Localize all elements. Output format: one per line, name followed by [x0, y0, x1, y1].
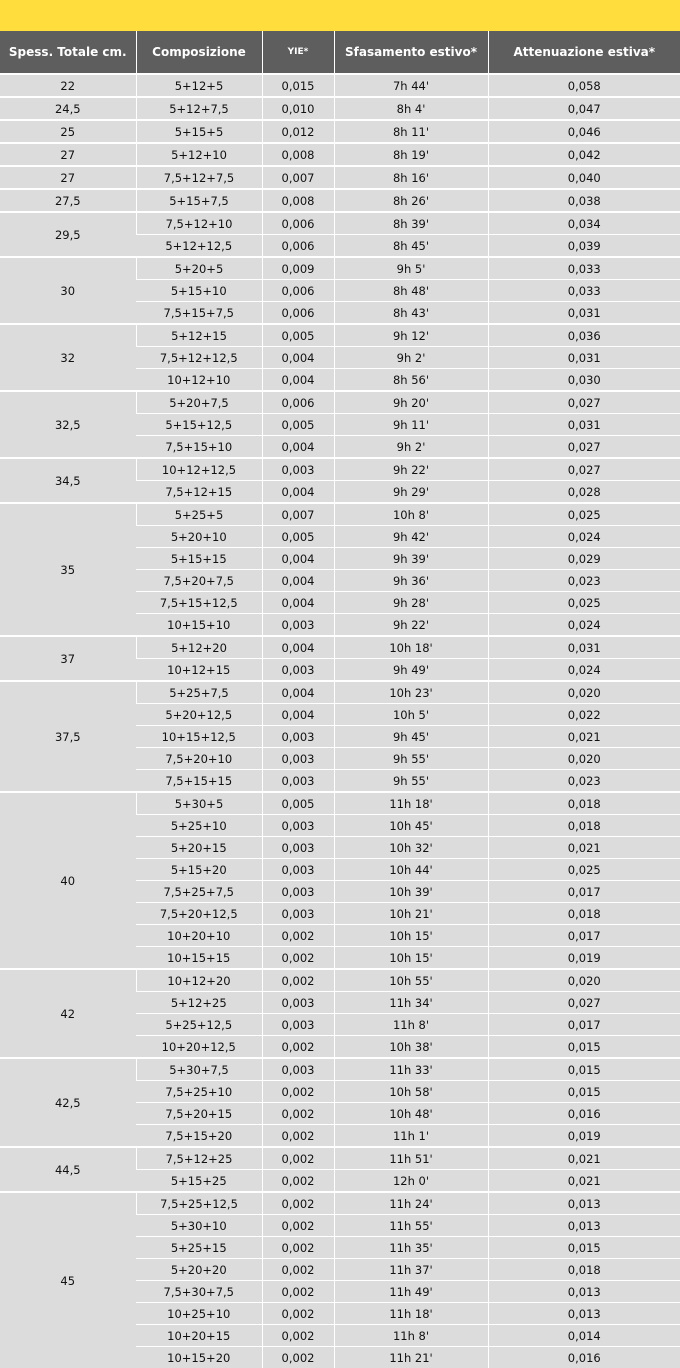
cell-phase-shift: 11h 18' — [334, 792, 488, 815]
cell-attenuation: 0,036 — [488, 324, 680, 347]
cell-composition: 10+20+15 — [136, 1325, 262, 1347]
cell-attenuation: 0,013 — [488, 1281, 680, 1303]
cell-composition: 5+12+7,5 — [136, 97, 262, 120]
cell-total-thickness: 34,5 — [0, 458, 136, 503]
cell-composition: 7,5+20+12,5 — [136, 903, 262, 925]
cell-total-thickness: 27 — [0, 143, 136, 166]
cell-phase-shift: 11h 37' — [334, 1259, 488, 1281]
cell-attenuation: 0,024 — [488, 614, 680, 637]
cell-composition: 5+25+5 — [136, 503, 262, 526]
cell-composition: 5+25+15 — [136, 1237, 262, 1259]
header-composition: Composizione — [136, 31, 262, 74]
cell-phase-shift: 8h 26' — [334, 189, 488, 212]
cell-total-thickness: 45 — [0, 1192, 136, 1368]
cell-yie: 0,004 — [262, 436, 334, 459]
cell-attenuation: 0,028 — [488, 481, 680, 504]
cell-composition: 7,5+20+7,5 — [136, 570, 262, 592]
cell-composition: 5+15+10 — [136, 280, 262, 302]
table-row — [0, 257, 680, 280]
cell-attenuation: 0,017 — [488, 1014, 680, 1036]
cell-yie: 0,002 — [262, 1237, 334, 1259]
cell-phase-shift: 8h 4' — [334, 97, 488, 120]
cell-yie: 0,004 — [262, 481, 334, 504]
cell-phase-shift: 9h 36' — [334, 570, 488, 592]
cell-phase-shift: 8h 16' — [334, 166, 488, 189]
cell-composition: 5+25+7,5 — [136, 681, 262, 704]
cell-attenuation: 0,014 — [488, 1325, 680, 1347]
cell-yie: 0,004 — [262, 570, 334, 592]
cell-yie: 0,003 — [262, 859, 334, 881]
cell-composition: 7,5+20+15 — [136, 1103, 262, 1125]
cell-yie: 0,004 — [262, 636, 334, 659]
table-row — [0, 143, 680, 166]
cell-attenuation: 0,033 — [488, 280, 680, 302]
cell-yie: 0,002 — [262, 1215, 334, 1237]
cell-composition: 10+25+10 — [136, 1303, 262, 1325]
table-header-row — [0, 31, 680, 74]
cell-phase-shift: 11h 8' — [334, 1325, 488, 1347]
cell-composition: 10+15+15 — [136, 947, 262, 970]
cell-yie: 0,003 — [262, 458, 334, 481]
cell-phase-shift: 11h 51' — [334, 1147, 488, 1170]
cell-phase-shift: 10h 32' — [334, 837, 488, 859]
cell-attenuation: 0,030 — [488, 369, 680, 392]
cell-attenuation: 0,042 — [488, 143, 680, 166]
cell-total-thickness: 35 — [0, 503, 136, 636]
cell-attenuation: 0,058 — [488, 74, 680, 97]
cell-phase-shift: 9h 22' — [334, 614, 488, 637]
cell-yie: 0,002 — [262, 947, 334, 970]
cell-composition: 7,5+25+7,5 — [136, 881, 262, 903]
cell-attenuation: 0,020 — [488, 681, 680, 704]
cell-yie: 0,006 — [262, 235, 334, 258]
header-total-thickness: Spess. Totale cm. — [0, 31, 136, 74]
cell-attenuation: 0,020 — [488, 748, 680, 770]
cell-composition: 10+15+20 — [136, 1347, 262, 1368]
cell-attenuation: 0,031 — [488, 302, 680, 325]
cell-phase-shift: 11h 49' — [334, 1281, 488, 1303]
cell-composition: 10+15+10 — [136, 614, 262, 637]
cell-composition: 5+30+7,5 — [136, 1058, 262, 1081]
cell-phase-shift: 9h 20' — [334, 391, 488, 414]
cell-yie: 0,008 — [262, 189, 334, 212]
cell-phase-shift: 11h 35' — [334, 1237, 488, 1259]
cell-attenuation: 0,024 — [488, 659, 680, 682]
cell-attenuation: 0,021 — [488, 1147, 680, 1170]
cell-yie: 0,002 — [262, 925, 334, 947]
table-row — [0, 189, 680, 212]
cell-phase-shift: 11h 24' — [334, 1192, 488, 1215]
cell-phase-shift: 11h 55' — [334, 1215, 488, 1237]
cell-composition: 5+12+25 — [136, 992, 262, 1014]
cell-yie: 0,005 — [262, 414, 334, 436]
cell-phase-shift: 8h 11' — [334, 120, 488, 143]
cell-yie: 0,003 — [262, 659, 334, 682]
cell-yie: 0,004 — [262, 681, 334, 704]
cell-phase-shift: 9h 55' — [334, 770, 488, 793]
cell-attenuation: 0,022 — [488, 704, 680, 726]
header-yie: YIE* — [262, 31, 334, 74]
cell-attenuation: 0,040 — [488, 166, 680, 189]
cell-yie: 0,003 — [262, 1058, 334, 1081]
cell-phase-shift: 10h 18' — [334, 636, 488, 659]
cell-yie: 0,002 — [262, 1347, 334, 1368]
cell-yie: 0,012 — [262, 120, 334, 143]
cell-yie: 0,003 — [262, 1014, 334, 1036]
cell-attenuation: 0,039 — [488, 235, 680, 258]
table-row — [0, 681, 680, 704]
cell-phase-shift: 9h 11' — [334, 414, 488, 436]
cell-attenuation: 0,033 — [488, 257, 680, 280]
cell-yie: 0,002 — [262, 1170, 334, 1193]
table-row — [0, 166, 680, 189]
cell-composition: 5+15+12,5 — [136, 414, 262, 436]
cell-attenuation: 0,038 — [488, 189, 680, 212]
cell-composition: 5+12+12,5 — [136, 235, 262, 258]
cell-attenuation: 0,031 — [488, 347, 680, 369]
cell-attenuation: 0,025 — [488, 503, 680, 526]
cell-yie: 0,004 — [262, 548, 334, 570]
cell-phase-shift: 9h 12' — [334, 324, 488, 347]
cell-composition: 7,5+15+7,5 — [136, 302, 262, 325]
cell-phase-shift: 10h 38' — [334, 1036, 488, 1059]
cell-phase-shift: 10h 15' — [334, 925, 488, 947]
cell-total-thickness: 22 — [0, 74, 136, 97]
cell-phase-shift: 9h 39' — [334, 548, 488, 570]
cell-composition: 5+15+25 — [136, 1170, 262, 1193]
cell-yie: 0,006 — [262, 280, 334, 302]
cell-attenuation: 0,029 — [488, 548, 680, 570]
cell-yie: 0,004 — [262, 592, 334, 614]
cell-total-thickness: 44,5 — [0, 1147, 136, 1192]
cell-composition: 7,5+15+20 — [136, 1125, 262, 1148]
cell-phase-shift: 10h 39' — [334, 881, 488, 903]
cell-attenuation: 0,027 — [488, 992, 680, 1014]
cell-composition: 5+15+5 — [136, 120, 262, 143]
cell-phase-shift: 11h 34' — [334, 992, 488, 1014]
cell-phase-shift: 10h 44' — [334, 859, 488, 881]
cell-phase-shift: 9h 42' — [334, 526, 488, 548]
cell-yie: 0,003 — [262, 903, 334, 925]
cell-yie: 0,015 — [262, 74, 334, 97]
cell-phase-shift: 10h 45' — [334, 815, 488, 837]
cell-composition: 5+25+12,5 — [136, 1014, 262, 1036]
cell-yie: 0,006 — [262, 302, 334, 325]
cell-yie: 0,002 — [262, 1147, 334, 1170]
table-row — [0, 1192, 680, 1215]
cell-attenuation: 0,015 — [488, 1081, 680, 1103]
cell-phase-shift: 9h 2' — [334, 347, 488, 369]
cell-yie: 0,004 — [262, 347, 334, 369]
cell-phase-shift: 9h 55' — [334, 748, 488, 770]
cell-phase-shift: 9h 5' — [334, 257, 488, 280]
cell-attenuation: 0,046 — [488, 120, 680, 143]
cell-composition: 7,5+25+12,5 — [136, 1192, 262, 1215]
cell-composition: 5+20+20 — [136, 1259, 262, 1281]
cell-phase-shift: 9h 45' — [334, 726, 488, 748]
cell-attenuation: 0,016 — [488, 1347, 680, 1368]
cell-phase-shift: 11h 8' — [334, 1014, 488, 1036]
cell-yie: 0,006 — [262, 391, 334, 414]
cell-phase-shift: 12h 0' — [334, 1170, 488, 1193]
cell-attenuation: 0,017 — [488, 925, 680, 947]
cell-attenuation: 0,027 — [488, 458, 680, 481]
cell-total-thickness: 32,5 — [0, 391, 136, 458]
cell-composition: 7,5+15+12,5 — [136, 592, 262, 614]
cell-phase-shift: 11h 18' — [334, 1303, 488, 1325]
cell-attenuation: 0,025 — [488, 859, 680, 881]
table-body — [0, 74, 680, 1368]
cell-attenuation: 0,023 — [488, 770, 680, 793]
cell-phase-shift: 8h 43' — [334, 302, 488, 325]
cell-phase-shift: 10h 15' — [334, 947, 488, 970]
cell-attenuation: 0,027 — [488, 436, 680, 459]
cell-total-thickness: 27 — [0, 166, 136, 189]
cell-yie: 0,002 — [262, 969, 334, 992]
cell-phase-shift: 11h 33' — [334, 1058, 488, 1081]
cell-composition: 7,5+20+10 — [136, 748, 262, 770]
cell-composition: 5+15+20 — [136, 859, 262, 881]
cell-phase-shift: 7h 44' — [334, 74, 488, 97]
cell-phase-shift: 8h 19' — [334, 143, 488, 166]
cell-composition: 5+15+15 — [136, 548, 262, 570]
cell-total-thickness: 37,5 — [0, 681, 136, 792]
table-row — [0, 636, 680, 659]
cell-composition: 5+12+10 — [136, 143, 262, 166]
cell-phase-shift: 10h 58' — [334, 1081, 488, 1103]
cell-composition: 7,5+12+10 — [136, 212, 262, 235]
cell-yie: 0,010 — [262, 97, 334, 120]
cell-total-thickness: 42 — [0, 969, 136, 1058]
header-accent-band — [0, 0, 680, 31]
cell-composition: 10+15+12,5 — [136, 726, 262, 748]
cell-phase-shift: 9h 28' — [334, 592, 488, 614]
cell-yie: 0,003 — [262, 815, 334, 837]
cell-phase-shift: 9h 2' — [334, 436, 488, 459]
cell-phase-shift: 8h 48' — [334, 280, 488, 302]
cell-attenuation: 0,015 — [488, 1237, 680, 1259]
cell-attenuation: 0,034 — [488, 212, 680, 235]
cell-total-thickness: 30 — [0, 257, 136, 324]
cell-yie: 0,007 — [262, 166, 334, 189]
cell-total-thickness: 29,5 — [0, 212, 136, 257]
cell-attenuation: 0,020 — [488, 969, 680, 992]
cell-phase-shift: 10h 55' — [334, 969, 488, 992]
table-row — [0, 1058, 680, 1081]
cell-yie: 0,002 — [262, 1303, 334, 1325]
table-row — [0, 969, 680, 992]
cell-attenuation: 0,031 — [488, 636, 680, 659]
cell-composition: 5+25+10 — [136, 815, 262, 837]
cell-yie: 0,003 — [262, 992, 334, 1014]
cell-phase-shift: 8h 56' — [334, 369, 488, 392]
table-row — [0, 120, 680, 143]
cell-composition: 5+20+7,5 — [136, 391, 262, 414]
cell-yie: 0,002 — [262, 1081, 334, 1103]
cell-composition: 5+12+5 — [136, 74, 262, 97]
cell-attenuation: 0,047 — [488, 97, 680, 120]
cell-yie: 0,002 — [262, 1125, 334, 1148]
cell-attenuation: 0,018 — [488, 792, 680, 815]
cell-yie: 0,003 — [262, 726, 334, 748]
cell-composition: 5+20+12,5 — [136, 704, 262, 726]
table-row — [0, 503, 680, 526]
cell-attenuation: 0,021 — [488, 837, 680, 859]
cell-total-thickness: 37 — [0, 636, 136, 681]
table-row — [0, 1147, 680, 1170]
cell-composition: 10+12+10 — [136, 369, 262, 392]
cell-attenuation: 0,018 — [488, 1259, 680, 1281]
cell-phase-shift: 10h 23' — [334, 681, 488, 704]
cell-composition: 7,5+25+10 — [136, 1081, 262, 1103]
cell-yie: 0,009 — [262, 257, 334, 280]
cell-attenuation: 0,023 — [488, 570, 680, 592]
cell-composition: 10+20+12,5 — [136, 1036, 262, 1059]
cell-composition: 5+20+5 — [136, 257, 262, 280]
cell-yie: 0,005 — [262, 792, 334, 815]
cell-phase-shift: 10h 48' — [334, 1103, 488, 1125]
cell-attenuation: 0,016 — [488, 1103, 680, 1125]
cell-total-thickness: 24,5 — [0, 97, 136, 120]
cell-yie: 0,003 — [262, 748, 334, 770]
cell-attenuation: 0,017 — [488, 881, 680, 903]
header-summer-attenuation: Attenuazione estiva* — [488, 31, 680, 74]
cell-phase-shift: 9h 29' — [334, 481, 488, 504]
cell-yie: 0,002 — [262, 1259, 334, 1281]
table-row — [0, 458, 680, 481]
cell-composition: 10+12+12,5 — [136, 458, 262, 481]
cell-composition: 5+15+7,5 — [136, 189, 262, 212]
cell-phase-shift: 9h 22' — [334, 458, 488, 481]
table-row — [0, 212, 680, 235]
cell-yie: 0,004 — [262, 369, 334, 392]
table-row — [0, 74, 680, 97]
cell-composition: 10+20+10 — [136, 925, 262, 947]
cell-phase-shift: 11h 21' — [334, 1347, 488, 1368]
table-row — [0, 391, 680, 414]
cell-yie: 0,003 — [262, 770, 334, 793]
cell-attenuation: 0,031 — [488, 414, 680, 436]
cell-composition: 5+12+20 — [136, 636, 262, 659]
cell-attenuation: 0,018 — [488, 815, 680, 837]
cell-yie: 0,002 — [262, 1281, 334, 1303]
cell-attenuation: 0,013 — [488, 1303, 680, 1325]
cell-composition: 5+20+15 — [136, 837, 262, 859]
cell-yie: 0,002 — [262, 1036, 334, 1059]
cell-yie: 0,005 — [262, 526, 334, 548]
cell-attenuation: 0,015 — [488, 1058, 680, 1081]
cell-composition: 5+30+5 — [136, 792, 262, 815]
thermal-performance-table — [0, 31, 680, 1368]
cell-phase-shift: 10h 8' — [334, 503, 488, 526]
cell-yie: 0,003 — [262, 614, 334, 637]
cell-attenuation: 0,018 — [488, 903, 680, 925]
header-summer-phase-shift: Sfasamento estivo* — [334, 31, 488, 74]
cell-yie: 0,002 — [262, 1192, 334, 1215]
cell-yie: 0,003 — [262, 881, 334, 903]
cell-phase-shift: 10h 5' — [334, 704, 488, 726]
table-row — [0, 97, 680, 120]
cell-attenuation: 0,024 — [488, 526, 680, 548]
cell-phase-shift: 10h 21' — [334, 903, 488, 925]
cell-composition: 7,5+12+7,5 — [136, 166, 262, 189]
cell-phase-shift: 11h 1' — [334, 1125, 488, 1148]
cell-yie: 0,007 — [262, 503, 334, 526]
cell-total-thickness: 42,5 — [0, 1058, 136, 1147]
cell-composition: 10+12+20 — [136, 969, 262, 992]
cell-attenuation: 0,021 — [488, 1170, 680, 1193]
cell-composition: 5+30+10 — [136, 1215, 262, 1237]
cell-yie: 0,002 — [262, 1325, 334, 1347]
cell-composition: 7,5+12+15 — [136, 481, 262, 504]
cell-phase-shift: 8h 45' — [334, 235, 488, 258]
table-row — [0, 792, 680, 815]
cell-phase-shift: 8h 39' — [334, 212, 488, 235]
cell-attenuation: 0,025 — [488, 592, 680, 614]
cell-attenuation: 0,021 — [488, 726, 680, 748]
cell-yie: 0,005 — [262, 324, 334, 347]
cell-total-thickness: 32 — [0, 324, 136, 391]
cell-composition: 5+12+15 — [136, 324, 262, 347]
cell-yie: 0,008 — [262, 143, 334, 166]
cell-yie: 0,006 — [262, 212, 334, 235]
cell-composition: 7,5+15+15 — [136, 770, 262, 793]
cell-composition: 5+20+10 — [136, 526, 262, 548]
cell-attenuation: 0,019 — [488, 947, 680, 970]
cell-yie: 0,004 — [262, 704, 334, 726]
cell-composition: 7,5+12+12,5 — [136, 347, 262, 369]
cell-attenuation: 0,027 — [488, 391, 680, 414]
cell-composition: 10+12+15 — [136, 659, 262, 682]
cell-composition: 7,5+12+25 — [136, 1147, 262, 1170]
cell-total-thickness: 25 — [0, 120, 136, 143]
cell-attenuation: 0,013 — [488, 1215, 680, 1237]
cell-composition: 7,5+30+7,5 — [136, 1281, 262, 1303]
cell-yie: 0,003 — [262, 837, 334, 859]
cell-yie: 0,002 — [262, 1103, 334, 1125]
cell-phase-shift: 9h 49' — [334, 659, 488, 682]
cell-attenuation: 0,013 — [488, 1192, 680, 1215]
table-row — [0, 324, 680, 347]
cell-total-thickness: 27,5 — [0, 189, 136, 212]
cell-attenuation: 0,015 — [488, 1036, 680, 1059]
cell-composition: 7,5+15+10 — [136, 436, 262, 459]
cell-total-thickness: 40 — [0, 792, 136, 969]
cell-attenuation: 0,019 — [488, 1125, 680, 1148]
